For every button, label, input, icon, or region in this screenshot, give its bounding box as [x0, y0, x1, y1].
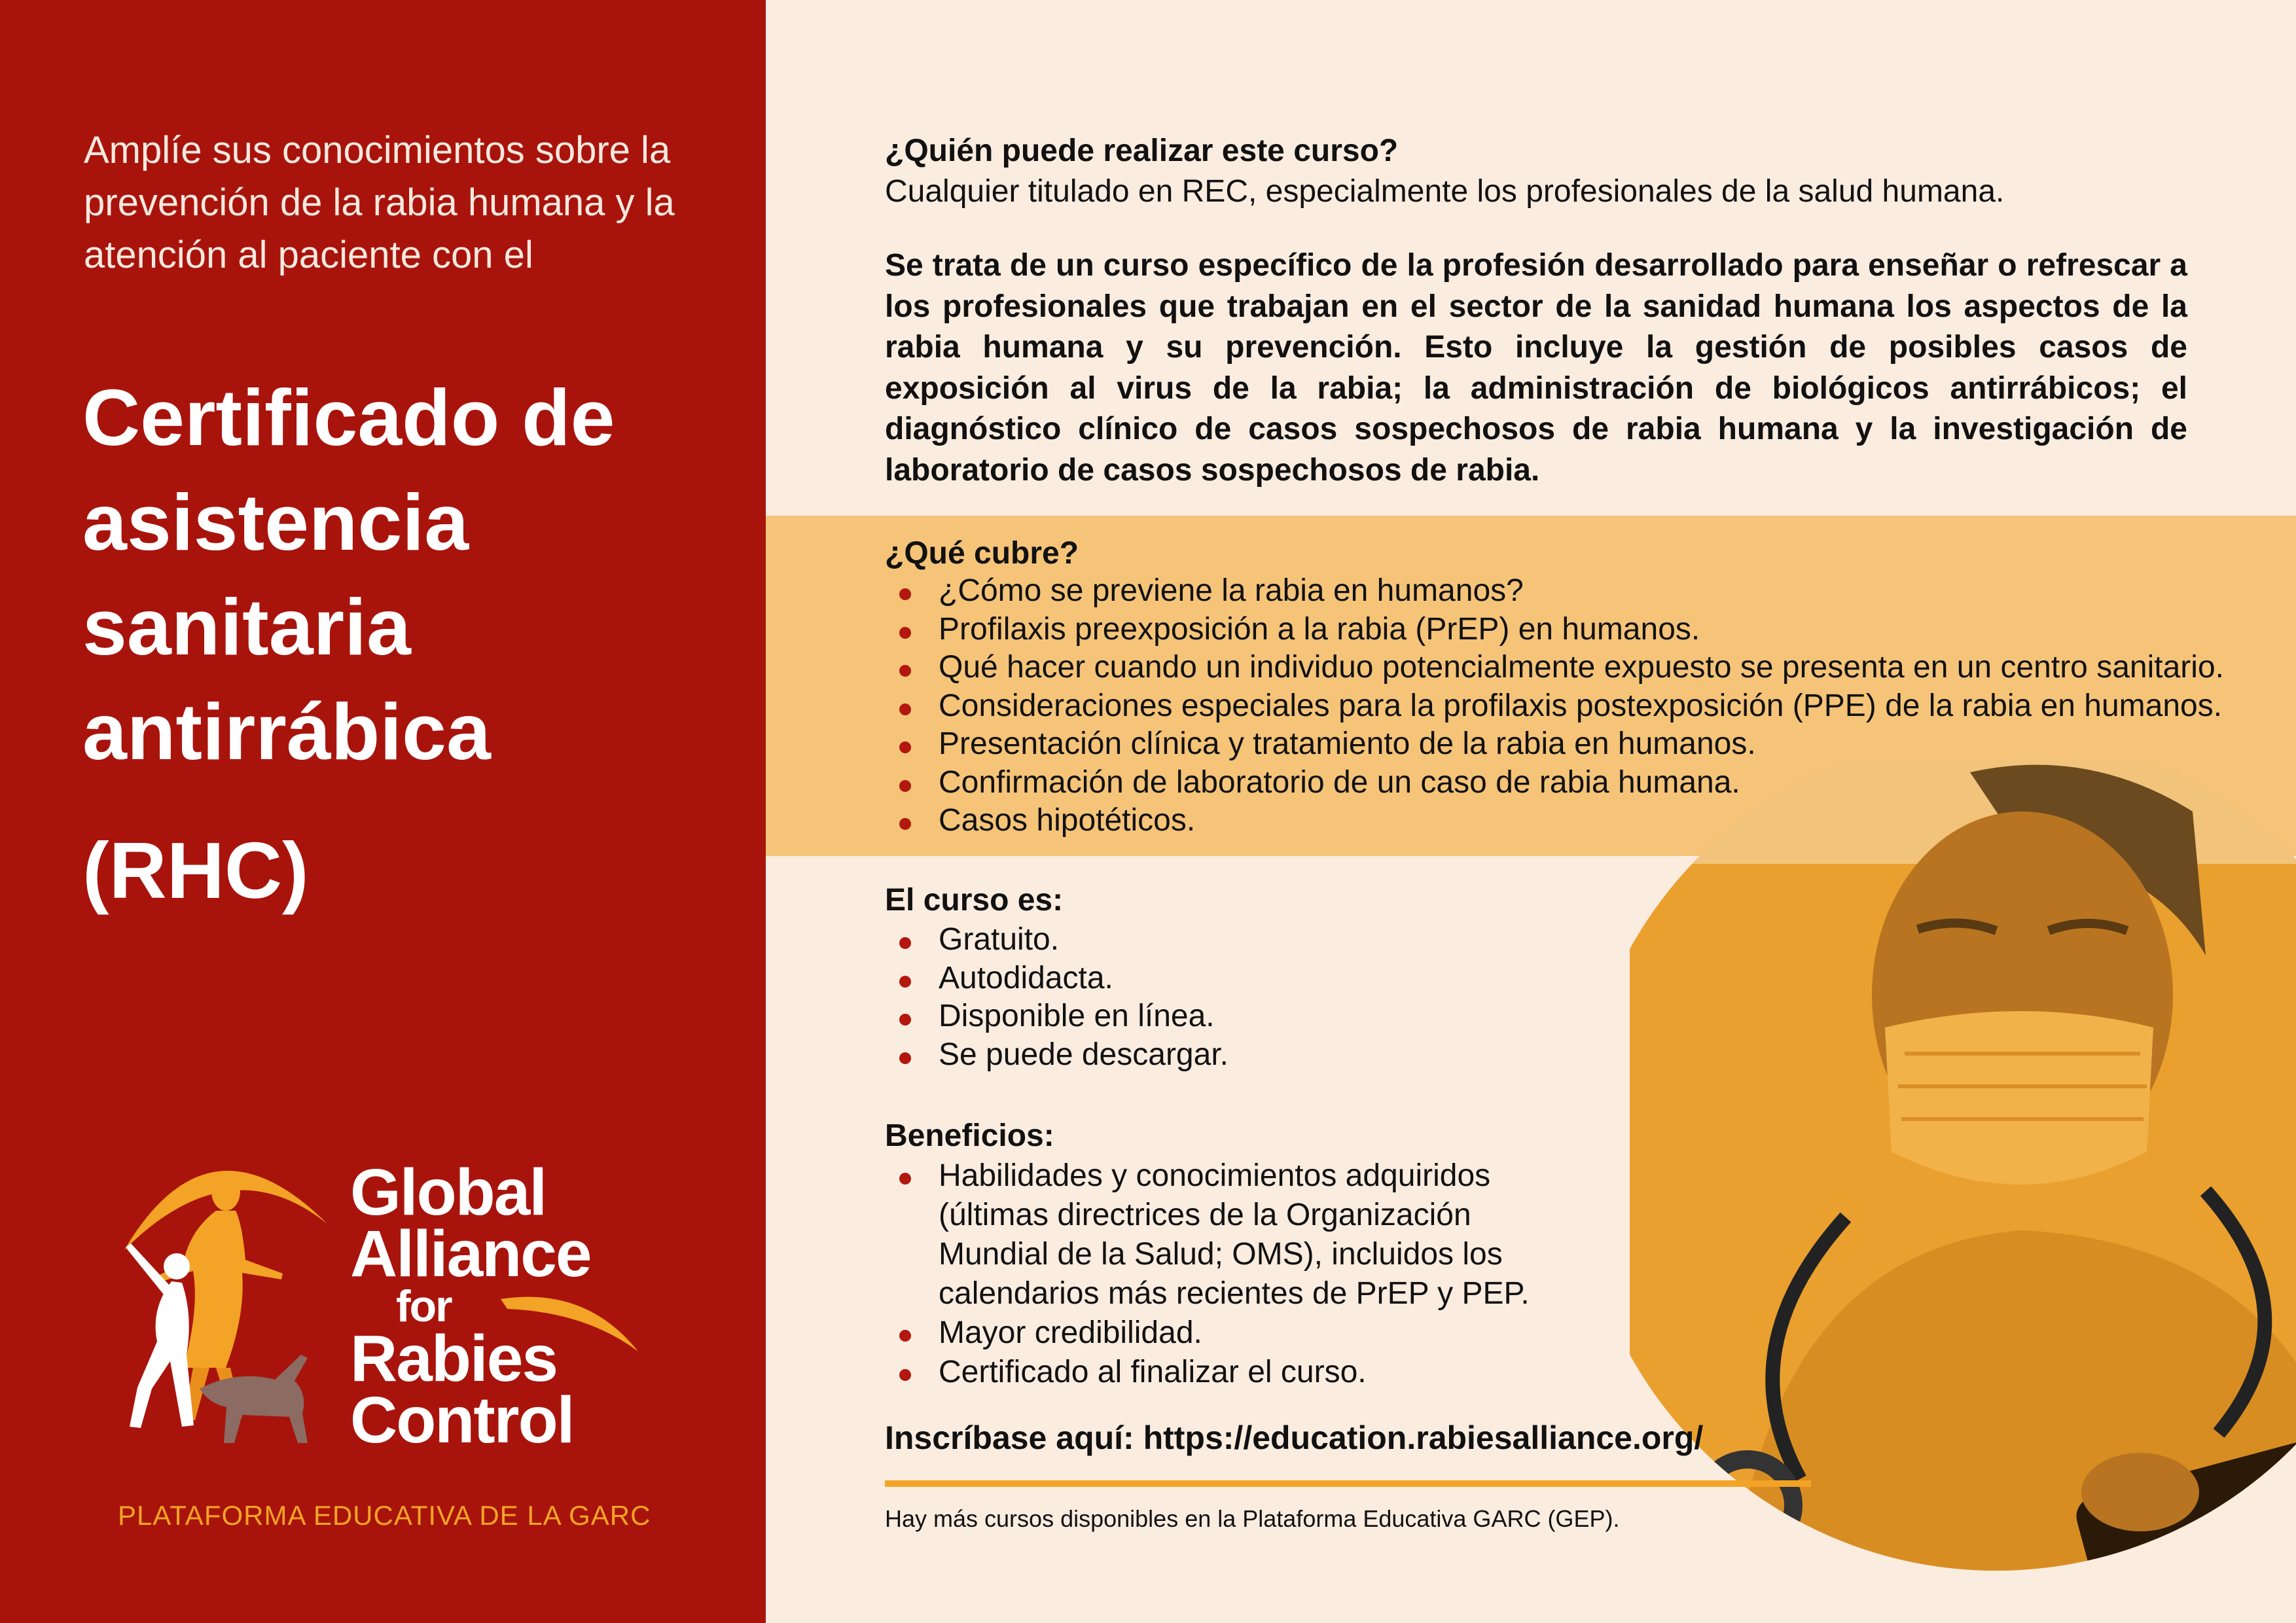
- list-item: Certificado al finalizar el curso.: [885, 1353, 1670, 1392]
- logo-line-for: for: [396, 1281, 452, 1331]
- list-item: Casos hipotéticos.: [885, 802, 2259, 840]
- list-item: Consideraciones especiales para la profilaxis postexposición (PPE) de la rabia en humanos.: [885, 687, 2259, 726]
- bullet-icon: [899, 780, 911, 792]
- bullet-icon: [899, 818, 911, 830]
- left-panel: [0, 0, 766, 1623]
- bullet-icon: [899, 1014, 911, 1026]
- covers-section: [885, 535, 2259, 840]
- who-section: [885, 131, 2194, 212]
- platform-label: PLATAFORMA EDUCATIVA DE LA GARC: [118, 1500, 651, 1531]
- list-item: Presentación clínica y tratamiento de la rabia en humanos.: [885, 725, 2259, 764]
- bullet-icon: [899, 1369, 911, 1381]
- who-answer: Cualquier titulado en REC, especialmente los profesionales de la salud humana.: [885, 174, 2005, 209]
- list-item: Qué hacer cuando un individuo potencialmente expuesto se presenta en un centro sanitario.: [885, 649, 2259, 687]
- register-link[interactable]: Inscríbase aquí: https://education.rabiesalliance.org/: [885, 1419, 1704, 1456]
- course-features-list: [885, 921, 1670, 1074]
- list-item: ¿Cómo se previene la rabia en humanos?: [885, 572, 2259, 611]
- covers-list: [885, 572, 2259, 840]
- bullet-icon: [899, 937, 911, 949]
- divider: [885, 1480, 1811, 1487]
- list-item-continuation: (últimas directrices de la Organización: [939, 1198, 1471, 1232]
- bullet-icon: [899, 627, 911, 639]
- garc-logo-figure-icon: [111, 1119, 347, 1459]
- course-heading: El curso es:: [885, 883, 1064, 918]
- list-item-continuation: calendarios más recientes de PrEP y PEP.: [939, 1276, 1530, 1311]
- list-item: Habilidades y conocimientos adquiridos: [885, 1156, 1670, 1196]
- bullet-icon: [899, 976, 911, 988]
- list-item: Confirmación de laboratorio de un caso de rabia humana.: [885, 764, 2259, 802]
- footer-note: Hay más cursos disponibles en la Plataforma Educativa GARC (GEP).: [885, 1505, 1620, 1532]
- list-item: Profilaxis preexposición a la rabia (PrEP) en humanos.: [885, 611, 2259, 649]
- bullet-icon: [899, 588, 911, 600]
- bullet-icon: [899, 1330, 911, 1342]
- list-item: Se puede descargar.: [885, 1036, 1670, 1075]
- course-description: Se trata de un curso específico de la profesión desarrollado para enseñar o refrescar a los profesionales que trabajan en el sector de la sanidad humana los aspectos de la rabia humana y su prevención. Esto incluye la gestión de posibles casos de exposición al virus de la rabia; la administración de biológicos antirrábicos; el diagnóstico clínico de casos sospechosos de rabia humana y la investigación de laboratorio de casos sospechosos de rabia.: [885, 248, 2187, 488]
- list-item: Disponible en línea.: [885, 997, 1670, 1036]
- benefits-list: [885, 1156, 1670, 1392]
- logo-line-control: Control: [350, 1383, 574, 1457]
- list-item: Mayor credibilidad.: [885, 1313, 1670, 1353]
- course-abbreviation: (RHC): [82, 826, 309, 915]
- logo-line-rabies: Rabies: [350, 1322, 557, 1395]
- benefits-heading: Beneficios:: [885, 1118, 1054, 1153]
- bullet-icon: [899, 1173, 911, 1185]
- bullet-icon: [899, 1052, 911, 1064]
- healthcare-worker-photo: [1630, 759, 2296, 1623]
- logo-line-alliance: Alliance: [350, 1217, 591, 1291]
- bullet-icon: [899, 665, 911, 677]
- list-item: Autodidacta.: [885, 959, 1670, 998]
- logo-line-global: Global: [350, 1156, 547, 1229]
- covers-heading: ¿Qué cubre?: [885, 536, 1079, 571]
- intro-text: Amplíe sus conocimientos sobre la prevención de la rabia humana y la atención al paciente con el: [84, 129, 675, 276]
- bullet-icon: [899, 741, 911, 753]
- who-question: ¿Quién puede realizar este curso?: [885, 134, 1399, 168]
- bullet-icon: [899, 704, 911, 715]
- list-item-continuation: Mundial de la Salud; OMS), incluidos los: [939, 1237, 1503, 1272]
- course-features-section: [885, 880, 1670, 1074]
- list-item: Gratuito.: [885, 921, 1670, 959]
- benefits-section: [885, 1116, 1670, 1392]
- logo-swoosh-icon: [370, 1279, 645, 1371]
- course-title: Certificado de asistencia sanitaria antirrábica: [82, 373, 615, 776]
